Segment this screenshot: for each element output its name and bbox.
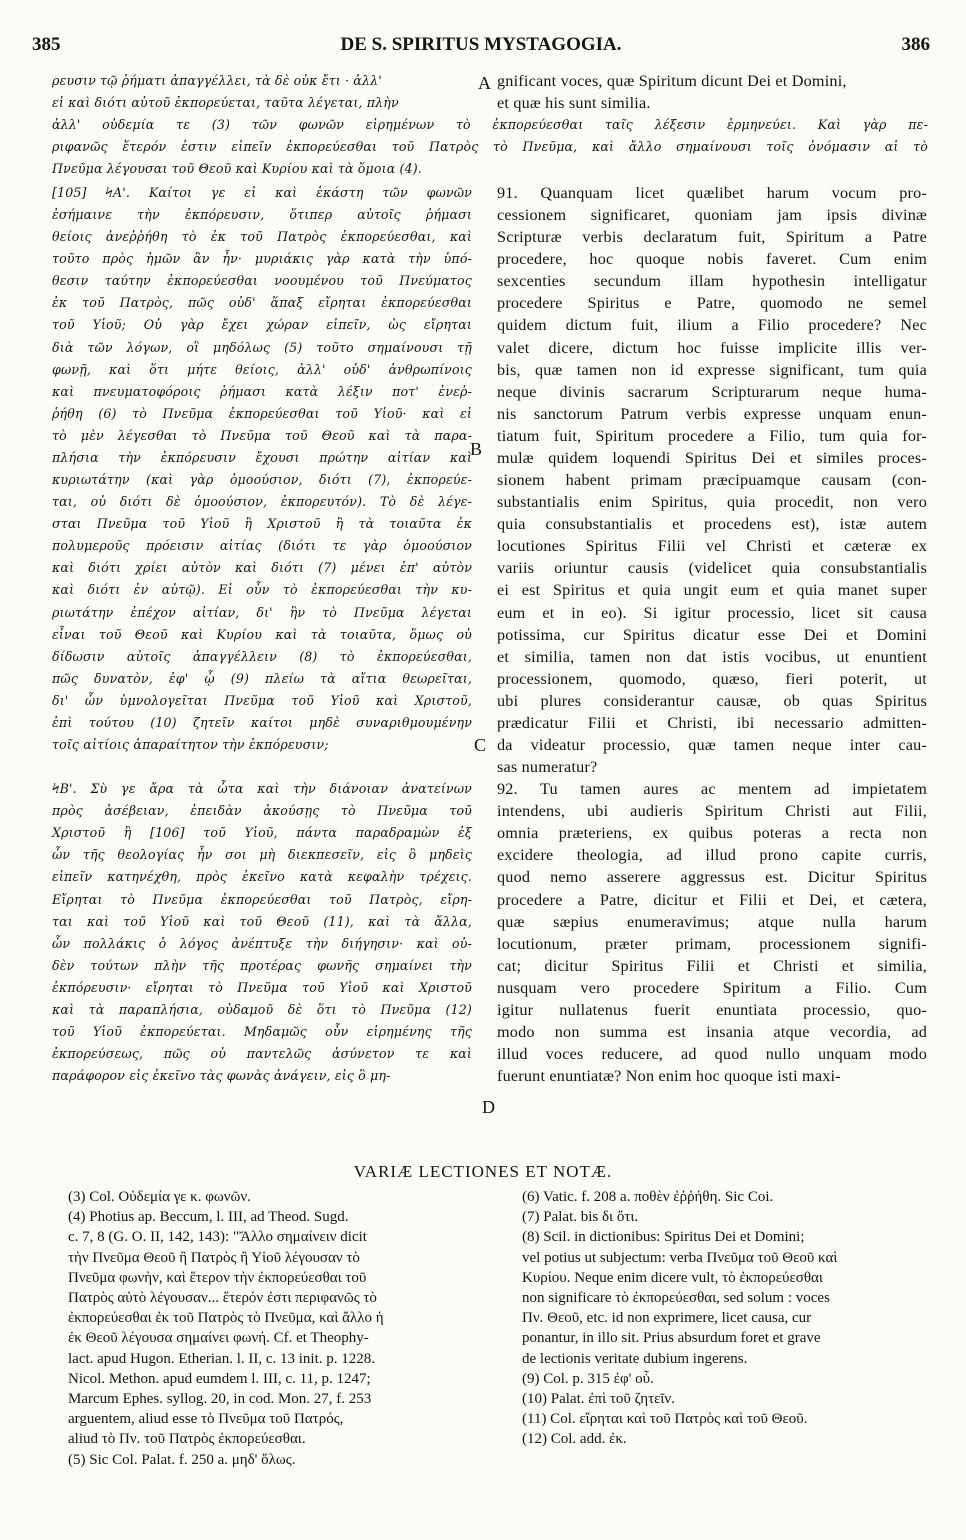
- latin-line: procedere a Patre, dicitur et Filii et Dei, et cætera,: [497, 890, 927, 909]
- latin-line: quod nemo asserere aggressus est. Dicitur Spiritus: [497, 868, 927, 887]
- greek-line: καὶ πνευματοφόροις ῥήμασι κατὰ λέξιν ποτ' ἐνεῤ-: [52, 383, 472, 399]
- latin-line: prædicatur Filii et Christi, ibi necessario admitten-: [497, 713, 927, 732]
- greek-line: εἶναι τοῦ Θεοῦ καὶ Κυρίου καὶ τὰ τοιαῦτα, ὅμως οὐ: [52, 626, 472, 642]
- latin-line: nis sanctorum Patrum verbis expresse unquam enun-: [497, 404, 927, 423]
- greek-line: διὰ τῶν λόγων, οἳ μηδόλως (5) τοῦτο σημαίνουσι τῇ: [52, 339, 472, 355]
- margin-letter-d: D: [482, 1097, 495, 1117]
- latin-line: substantialis enim Spiritus, quia procedit, non vero: [497, 493, 927, 512]
- note-line: Nicol. Methon. apud eumdem l. III, c. 11, p. 1247;: [68, 1370, 371, 1387]
- latin-line: procedere, hoc quoque nobis faveret. Cum enim: [497, 250, 927, 269]
- greek-line: καὶ διότι ἐν αὐτῷ). Εἰ οὖν τὸ ἐκπορεύεσθαι τὴν κυ-: [52, 582, 472, 598]
- notes-right-column: [522, 1187, 837, 1450]
- greek-line: τοῦ Υἱοῦ; Οὐ γὰρ ἔχει χώραν εἰπεῖν, ὡς εἴρηται: [52, 317, 472, 333]
- greek-line: ϞΒ'. Σὺ γε ἄρα τὰ ὦτα καὶ τὴν διάνοιαν ἀνατείνων: [52, 781, 472, 797]
- note-line: non significare τὸ ἐκπορεύεσθαι, sed solum : voces: [522, 1290, 830, 1307]
- latin-line: modo non summa est insania atque vecordia, ad: [497, 1023, 927, 1042]
- greek-line: δὲν τούτων πλὴν τῆς προτέρας φωνῆς σημαίνει τὴν: [52, 957, 472, 973]
- greek-line: ριωτάτην ἐπέχον αἰτίαν, δι' ἣν τὸ Πνεῦμα λέγεται: [52, 604, 472, 620]
- note-line: c. 7, 8 (G. O. II, 142, 143): "Ἄλλο σημαίνειν dicit: [68, 1229, 367, 1246]
- latin-line: cat; dicitur Spiritus Filii et Christi et similia,: [497, 956, 927, 975]
- note-line: aliud τὸ Πν. τοῦ Πατρὸς ἐκπορεύεσθαι.: [68, 1431, 306, 1448]
- latin-line: sionem habent primam præcipuamque causam (con-: [497, 471, 927, 490]
- margin-letter-b: B: [470, 439, 483, 459]
- note-line: Πνεῦμα φωνὴν, καὶ ἕτερον τὴν ἐκπορεύεσθαι τοῦ: [68, 1269, 367, 1286]
- greek-line: καὶ τὰ παραπλήσια, οὐδαμοῦ δὲ ὅτι τὸ Πνεῦμα (12): [52, 1001, 472, 1017]
- greek-line: τοῖς αἰτίοις ἀπαραίτητον τὴν ἐκπόρευσιν;: [52, 737, 329, 752]
- latin-line: valet dicere, dictum hoc fuisse implicite illis ver-: [497, 338, 927, 357]
- greek-line: φωνῇ, καὶ ὅτι μήτε θείοις, ἀλλ' οὐδ' ἀνθρωπίνοις: [52, 361, 472, 377]
- greek-line: παράφορον εἰς ἐκεῖνο τὰς φωνὰς ἀνάγειν, εἰς ὃ μη-: [52, 1068, 391, 1084]
- greek-line: ὧν τῆς θεολογίας ἦν σοι μὴ διεκπεσεῖν, εἰς ὃ μηδεὶς: [52, 847, 472, 863]
- latin-line: da videatur processio, quæ tamen neque inter cau-: [497, 736, 927, 754]
- latin-line: Scripturæ verbis declaratum fuit, Spiritum a Patre: [497, 228, 927, 247]
- latin-line: illud voces reducere, ad quod nullo unquam modo: [497, 1045, 927, 1064]
- note-line: Πατρὸς αὐτὸ λέγουσαν... ἕτερόν ἐστι περιφανῶς τὸ: [68, 1290, 377, 1307]
- greek-line: θεσιν ταύτην ἐκπορεύεσθαι νοουμένου τοῦ Πνεύματος: [52, 273, 472, 289]
- note-line: (10) Palat. ἐπὶ τοῦ ζητεῖν.: [522, 1391, 675, 1408]
- greek-line: Εἴρηται τὸ Πνεῦμα ἐκπορεύεσθαι τοῦ Πατρὸς, εἴρη-: [52, 891, 472, 907]
- latin-line: quidem dictum fuit, ilium a Filio procedere? Nec: [497, 316, 927, 335]
- note-line: ἐκπορεύεσθαι ἐκ τοῦ Πατρὸς τὸ Πνεῦμα, καὶ ἄλλο ἡ: [68, 1310, 384, 1327]
- note-line: arguentem, aliud esse τὸ Πνεῦμα τοῦ Πατρός,: [68, 1411, 344, 1428]
- note-line: (11) Col. εἴρηται καὶ τοῦ Πατρὸς καὶ τοῦ Θεοῦ.: [522, 1411, 808, 1428]
- latin-line: sexcenties secundum illam hypothesin intelligatur: [497, 272, 927, 291]
- note-line: (3) Col. Οὐδεμία γε κ. φωνῶν.: [68, 1189, 251, 1205]
- latin-line: 91. Quanquam licet quælibet harum vocum pro-: [497, 184, 927, 202]
- note-line: Πν. Θεοῦ, etc. id non exprimere, licet causa, cur: [522, 1310, 812, 1327]
- running-header: [32, 34, 930, 64]
- greek-full-line: ἀλλ' οὐδεμία τε (3) τῶν φωνῶν εἰρημένων τὸ ἐκπορεύεσθαι ταῖς λέξεσιν ἑρμηνεύει. Καὶ γὰρ πε-: [52, 117, 928, 132]
- latin-line: variis oriuntur causis (videlicet quia consubstantialis: [497, 559, 927, 578]
- notes-left-column: [68, 1187, 384, 1470]
- greek-line: [105] ϞΑ'. Καίτοι γε εἰ καὶ ἑκάστη τῶν φωνῶν: [52, 185, 472, 200]
- greek-line: ἐκ τοῦ Πατρὸς, πῶς οὐδ' ἅπαξ εἴρηται ἐκπορεύεσθαι: [52, 295, 472, 311]
- greek-full-line: ριφανῶς ἕτερόν ἐστιν εἰπεῖν ἐκπορεύεσθαι τοῦ Πατρὸς τὸ Πνεῦμα, καὶ ἄλλο σημαίνουσι τοῖς ὀνόμασιν αἱ τὸ: [52, 139, 928, 154]
- note-line: ponantur, in illo sit. Prius absurdum foret et grave: [522, 1330, 821, 1347]
- note-line: ἐκ Θεοῦ λέγουσα σημαίνει φωνή. Cf. et Theophy-: [68, 1330, 369, 1347]
- latin-line: ubi plures considerantur causæ, ob quas Spiritus: [497, 691, 927, 710]
- note-line: (4) Photius ap. Beccum, l. III, ad Theod. Sugd.: [68, 1209, 349, 1226]
- greek-line: ἐσήμαινε τὴν ἐκπόρευσιν, ὅτιπερ αὐτοῖς ῥήμασι: [52, 207, 472, 223]
- note-line: (8) Scil. in dictionibus: Spiritus Dei et Domini;: [522, 1229, 805, 1246]
- latin-line: nusquam vero procedere Spiritum a Filio. Cum: [497, 978, 927, 997]
- latin-line: omnia præteriens, ex quibus poteras a recta non: [497, 824, 927, 843]
- note-line: τὴν Πνεῦμα Θεοῦ ἢ Πατρὸς ἢ Υἱοῦ λέγουσαν τὸ: [68, 1249, 360, 1266]
- greek-line: εἰπεῖν κατηνέχθη, πρὸς ἐκεῖνο κατὰ κεφαλὴν τρέχεις.: [52, 869, 472, 885]
- note-line: Marcum Ephes. syllog. 20, in cod. Mon. 27, f. 253: [68, 1391, 372, 1408]
- latin-line: bis, quæ tamen non id expresse significant, tum quia: [497, 360, 927, 379]
- greek-line: ὧν πολλάκις ὁ λόγος ἀνέπτυξε τὴν διήγησιν· καὶ οὐ-: [52, 935, 472, 951]
- note-line: (5) Sic Col. Palat. f. 250 a. μηδ' ὅλως.: [68, 1451, 296, 1468]
- greek-full-line: Πνεῦμα λέγουσαι τοῦ Θεοῦ καὶ Κυρίου καὶ τὰ ὅμοια (4).: [52, 161, 422, 176]
- greek-line: τοῦτο πρὸς ἡμῶν ἂν ἦν· μυριάκις γὰρ κατὰ τὴν ὑπό-: [52, 251, 472, 267]
- latin-line: locutiones Spiritus Filii vel Christi et cæteræ ex: [497, 537, 927, 556]
- greek-line: πρὸς ἀσέβειαν, ἐπειδὰν ἀκούσῃς τὸ Πνεῦμα τοῦ: [52, 803, 472, 819]
- latin-line: neque divinis sacrarum Scripturarum neque huma-: [497, 382, 927, 401]
- latin-line: cessionem significaret, quoniam jam ipsis divinæ: [497, 206, 927, 225]
- note-line: (9) Col. p. 315 ἐφ' οὗ.: [522, 1370, 654, 1387]
- greek-line: θείοις ἀνεῤῥήθη τὸ ἐκ τοῦ Πατρὸς ἐκπορεύεσθαι, καὶ: [52, 229, 472, 245]
- latin-line: intendens, ubi audieris Spiritum Christi aut Filii,: [497, 802, 927, 821]
- greek-line: ῥήθη (6) τὸ Πνεῦμα ἐκπορεύεσθαι τοῦ Υἱοῦ· καὶ εἰ: [52, 405, 472, 421]
- latin-line: processionem, quomodo, quæso, fieri poterit, ut: [497, 669, 927, 688]
- greek-line: ἐκπορεύσεως, πῶς οὐ παντελῶς ἀσύνετον τε καὶ: [52, 1046, 472, 1062]
- note-line: (7) Palat. bis δι ὅτι.: [522, 1209, 639, 1226]
- latin-line: potissima, cur Spiritus dicatur esse Dei et Domini: [497, 625, 927, 644]
- greek-line: πῶς δυνατὸν, ἐφ' ᾧ (9) πλείω τὰ αἴτια θεωρεῖται,: [52, 670, 472, 686]
- greek-line: κυριωτάτην (καὶ γὰρ ὁμοούσιον, διότι (7), ἐκπορεύε-: [52, 472, 472, 488]
- greek-line: ἐπὶ τούτου (10) ζητεῖν καίτοι μηδὲ συναριθμουμένην: [52, 714, 472, 730]
- margin-letter-c: C: [474, 735, 487, 755]
- greek-line: πολυμεροῦς πρόεισιν αἰτίας (διότι τε γὰρ ὁμοούσιον: [52, 538, 472, 554]
- latin-line: eum et in eo). Si igitur processio, licet sit causa: [497, 603, 927, 622]
- greek-line: τὸ μὲν λέγεσθαι τὸ Πνεῦμα τοῦ Θεοῦ καὶ τὰ παρα-: [52, 427, 472, 443]
- latin-line: 92. Tu tamen aures ac mentem ad impietatem: [497, 780, 927, 799]
- latin-line: quia consubstantialis et procedens est), istæ autem: [497, 515, 927, 534]
- latin-line: mulæ quidem loquendi Spiritus Dei et similes proces-: [497, 448, 927, 467]
- greek-line: ται, οὐ διότι δὲ ὁμοούσιον, ἐκπορευτόν). Τὸ δὲ λέγε-: [52, 494, 472, 510]
- latin-line: excidere theologia, ad illud prono capite curris,: [497, 846, 927, 865]
- greek-line: ρευσιν τῷ ῥήματι ἀπαγγέλλει, τὰ δὲ οὐκ ἔτι · ἀλλ': [52, 73, 382, 88]
- latin-line: sas numeratur?: [497, 758, 598, 777]
- latin-line: igitur nullatenus fuerit enuntiata processio, quo-: [497, 1000, 927, 1019]
- note-line: vel potius ut subjectum: verba Πνεῦμα τοῦ Θεοῦ καὶ: [522, 1249, 838, 1266]
- greek-line: Χριστοῦ ἢ [106] τοῦ Υἱοῦ, πάντα παραδραμὼν ἐξ: [52, 825, 472, 841]
- page-number-right: 386: [901, 34, 930, 55]
- note-line: de lectionis veritate dubium ingerens.: [522, 1350, 748, 1367]
- running-title: DE S. SPIRITUS MYSTAGOGIA.: [340, 34, 622, 55]
- greek-line: σται Πνεῦμα τοῦ Υἱοῦ ἢ Χριστοῦ ἢ τὰ τοιαῦτα ἐκ: [52, 516, 472, 532]
- note-line: (6) Vatic. f. 208 a. ποθὲν ἐῤῥήθη. Sic Coi.: [522, 1189, 774, 1205]
- margin-letter-a: A: [478, 73, 491, 93]
- greek-line: πλήσια τὴν ἐκπόρευσιν ἔχουσι πρώτην αἰτίαν καὶ: [52, 449, 472, 465]
- note-line: lact. apud Hugon. Etherian. l. II, c. 13 init. p. 1228.: [68, 1350, 376, 1367]
- latin-line: procedere Spiritus e Patre, quomodo ne semel: [497, 294, 927, 313]
- greek-line: καὶ διότι χρίει αὐτὸν καὶ διότι (7) μένει ἐπ' αὐτὸν: [52, 560, 472, 576]
- notes-title: VARIÆ LECTIONES ET NOTÆ.: [353, 1162, 613, 1181]
- latin-line: gnificant voces, quæ Spiritum dicunt Dei et Domini,: [497, 72, 847, 90]
- greek-line: εἰ καὶ διότι αὐτοῦ ἐκπορεύεται, ταῦτα λέγεται, πλὴν: [52, 95, 399, 110]
- latin-line: et similia, tamen non dat istis vocibus, ut enuntient: [497, 647, 927, 666]
- greek-line: δι' ὧν ὑμνολογεῖται Πνεῦμα τοῦ Υἱοῦ καὶ Χριστοῦ,: [52, 692, 472, 708]
- latin-line: fuerunt enuntiatæ? Non enim hoc quoque isti maxi-: [497, 1067, 841, 1086]
- greek-line: τοῦ Υἱοῦ ἐκπορεύεται. Μηδαμῶς οὖν εἰρημένης τῆς: [52, 1024, 472, 1040]
- latin-line: et quæ his sunt similia.: [497, 94, 651, 112]
- greek-line: δίδωσιν αὐτοῖς ἀπαγγέλλειν (8) τὸ ἐκπορεύεσθαι,: [52, 648, 472, 664]
- note-line: Κυρίου. Neque enim dicere vult, τὸ ἐκπορεύεσθαι: [522, 1269, 823, 1286]
- greek-line: ται καὶ τοῦ Υἱοῦ καὶ τοῦ Θεοῦ (11), καὶ τὰ ἄλλα,: [52, 913, 472, 929]
- greek-line: ἐκπόρευσιν· εἴρηται τὸ Πνεῦμα τοῦ Υἱοῦ καὶ Χριστοῦ: [52, 979, 472, 995]
- note-line: (12) Col. add. ἐκ.: [522, 1431, 627, 1448]
- latin-line: quæ sæpius enumeravimus; atque nulla harum: [497, 912, 927, 931]
- latin-line: tiatum fuit, Spiritum procedere a Filio, tum quia for-: [497, 426, 927, 445]
- latin-line: ei est Spiritus et quia ungit eum et quia manet super: [497, 581, 927, 600]
- latin-line: locutionum, præter primam, processionem signifi-: [497, 934, 927, 953]
- page-number-left: 385: [32, 34, 61, 55]
